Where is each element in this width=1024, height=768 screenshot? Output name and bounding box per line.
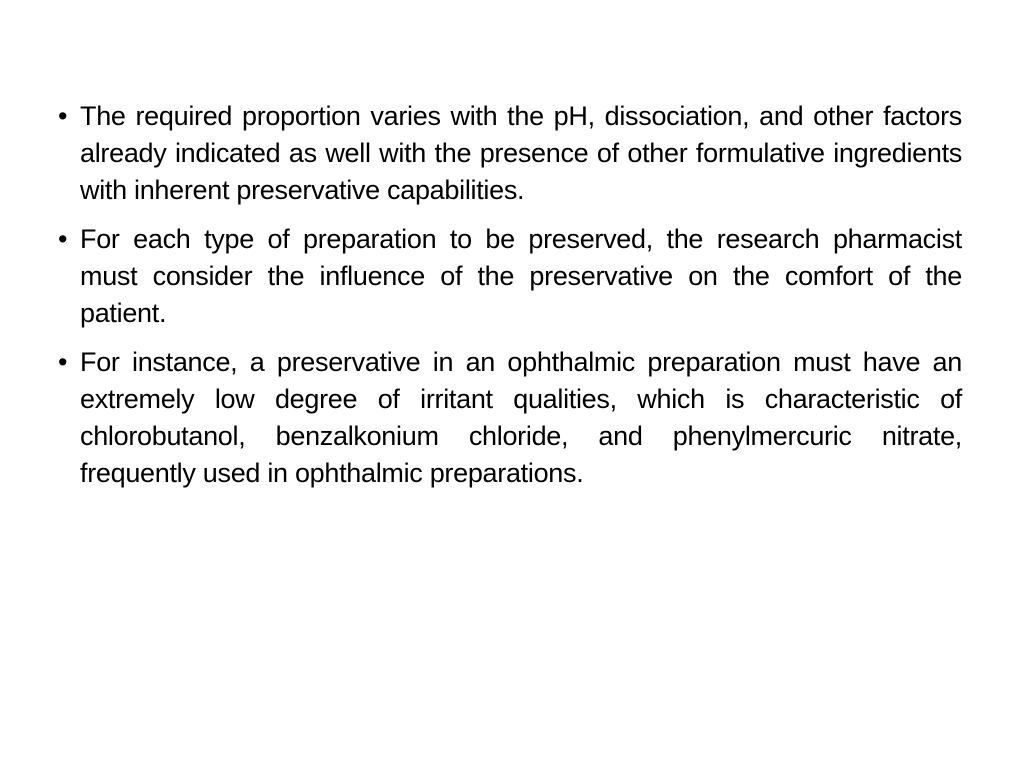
bullet-item-proportion [58,98,962,209]
bullet-text: For instance, a preservative in an ophthalmic preparation must have an extremely low degree of irritant qualities, which is characteristic of chlorobutanol, benzalkonium chloride, and phenylmercuric nitrate, frequently used in ophthalmic preparations. [80,347,962,488]
bullet-text: For each type of preparation to be preserved, the research pharmacist must consider the influence of the preservative on the comfort of the patient. [80,224,962,328]
bullet-text: The required proportion varies with the pH, dissociation, and other factors already indicated as well with the presence of other formulative ingredients with inherent preservative capabilities. [80,101,962,205]
bullet-icon: • [58,101,68,131]
bullet-list [58,98,962,504]
bullet-item-patient-comfort [58,221,962,332]
bullet-icon: • [58,224,68,254]
bullet-item-ophthalmic [58,344,962,492]
bullet-icon: • [58,347,68,377]
